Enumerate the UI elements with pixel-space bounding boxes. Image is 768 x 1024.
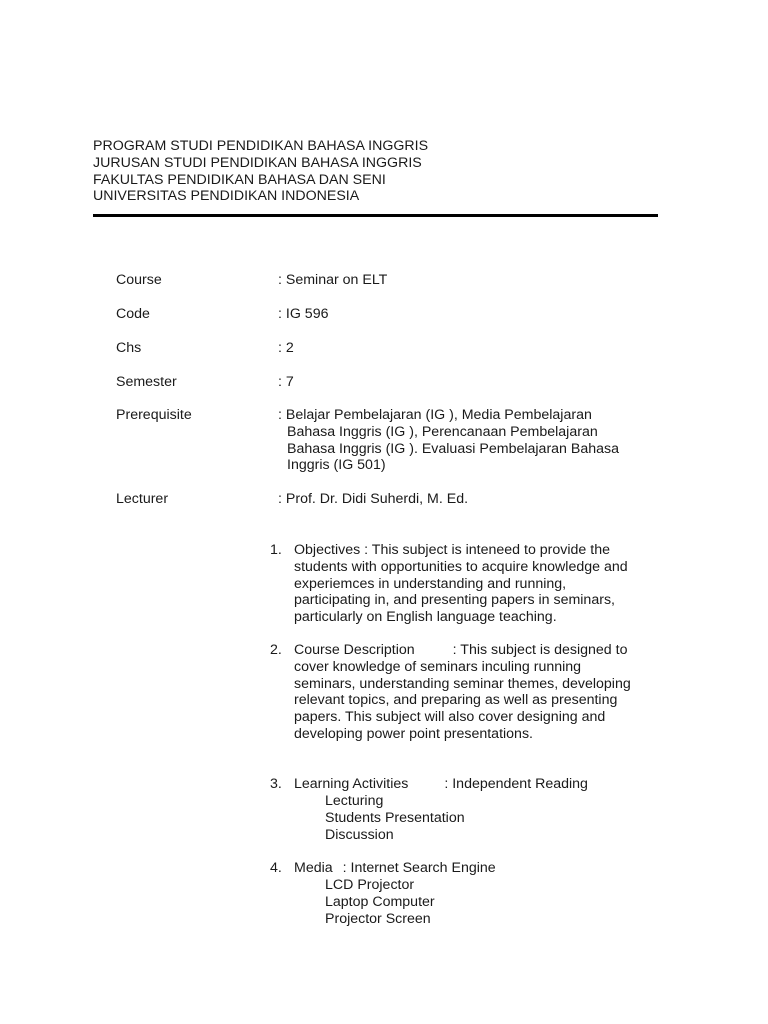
objectives-line: experiemces in understanding and running,	[294, 575, 567, 592]
objectives-number: 1.	[270, 542, 282, 558]
course-description-line: cover knowledge of seminars inculing running	[294, 658, 582, 675]
learning-activity-item: : Independent Reading	[444, 776, 588, 792]
objectives-line: students with opportunities to acquire knowledge and	[294, 558, 628, 575]
learning-activity-item: Lecturing	[325, 793, 384, 809]
course-label: Course	[116, 272, 162, 288]
media-item: LCD Projector	[325, 877, 415, 893]
media-title: Media	[294, 860, 333, 876]
code-value	[278, 306, 668, 323]
media-item: : Internet Search Engine	[342, 860, 496, 876]
learning-activity-item: Discussion	[325, 826, 394, 843]
header-line-program: PROGRAM STUDI PENDIDIKAN BAHASA INGGRIS	[93, 138, 429, 154]
media-first-line	[294, 860, 674, 877]
header-line-university: UNIVERSITAS PENDIDIKAN INDONESIA	[93, 188, 360, 205]
prerequisite-line: Inggris (IG 501)	[287, 457, 386, 474]
learning-activities-title: Learning Activities	[294, 776, 409, 792]
media-number: 4.	[270, 860, 282, 876]
media-list	[325, 877, 435, 927]
media-item: Laptop Computer	[325, 893, 435, 910]
lecturer-label: Lecturer	[116, 491, 169, 507]
objectives-line: participating in, and presenting papers in seminars,	[294, 592, 615, 609]
prerequisite-line: Bahasa Inggris (IG ), Perencanaan Pembelajaran	[287, 423, 598, 440]
institution-header	[93, 138, 693, 205]
course-description-number: 2.	[270, 642, 282, 658]
course-value-text: : Seminar on ELT	[278, 272, 388, 288]
course-description-line: developing power point presentations.	[294, 725, 533, 742]
learning-activity-item: Students Presentation	[325, 809, 465, 826]
prerequisite-label: Prerequisite	[116, 407, 192, 423]
header-line-department: JURUSAN STUDI PENDIDIKAN BAHASA INGGRIS	[93, 154, 422, 171]
media-section	[294, 860, 674, 877]
prerequisite-line: Bahasa Inggris (IG ). Evaluasi Pembelajaran Bahasa	[287, 440, 620, 457]
code-value-text: : IG 596	[278, 306, 329, 322]
course-description-line: seminars, understanding seminar themes, developing	[294, 675, 631, 692]
learning-activities-section	[294, 776, 674, 793]
learning-activities-list	[325, 793, 465, 843]
prerequisite-value	[278, 407, 668, 474]
semester-value-text: : 7	[278, 374, 294, 390]
learning-activities-number: 3.	[270, 776, 282, 792]
lecturer-value	[278, 491, 668, 508]
chs-value	[278, 340, 668, 357]
chs-value-text: : 2	[278, 340, 294, 356]
media-item: Projector Screen	[325, 910, 431, 927]
chs-label: Chs	[116, 340, 142, 356]
course-description-intro: : This subject is designed to	[452, 642, 628, 658]
objectives-line: Objectives : This subject is inteneed to provide the	[294, 542, 610, 558]
objectives-line: particularly on English language teaching.	[294, 609, 557, 626]
course-value	[278, 272, 668, 289]
course-description-title: Course Description	[294, 642, 415, 658]
course-description-section	[294, 642, 674, 743]
header-line-faculty: FAKULTAS PENDIDIKAN BAHASA DAN SENI	[93, 171, 386, 188]
semester-label: Semester	[116, 374, 177, 390]
objectives-section	[294, 542, 674, 626]
course-description-first-line	[294, 642, 674, 659]
lecturer-value-text: : Prof. Dr. Didi Suherdi, M. Ed.	[278, 491, 469, 507]
header-divider	[93, 214, 658, 217]
learning-activities-first-line	[294, 776, 674, 793]
course-description-line: relevant topics, and preparing as well as presenting	[294, 692, 618, 709]
course-description-line: papers. This subject will also cover designing and	[294, 709, 606, 726]
code-label: Code	[116, 306, 150, 322]
prerequisite-line: : Belajar Pembelajaran (IG ), Media Pembelajaran	[278, 407, 592, 423]
semester-value	[278, 374, 668, 391]
